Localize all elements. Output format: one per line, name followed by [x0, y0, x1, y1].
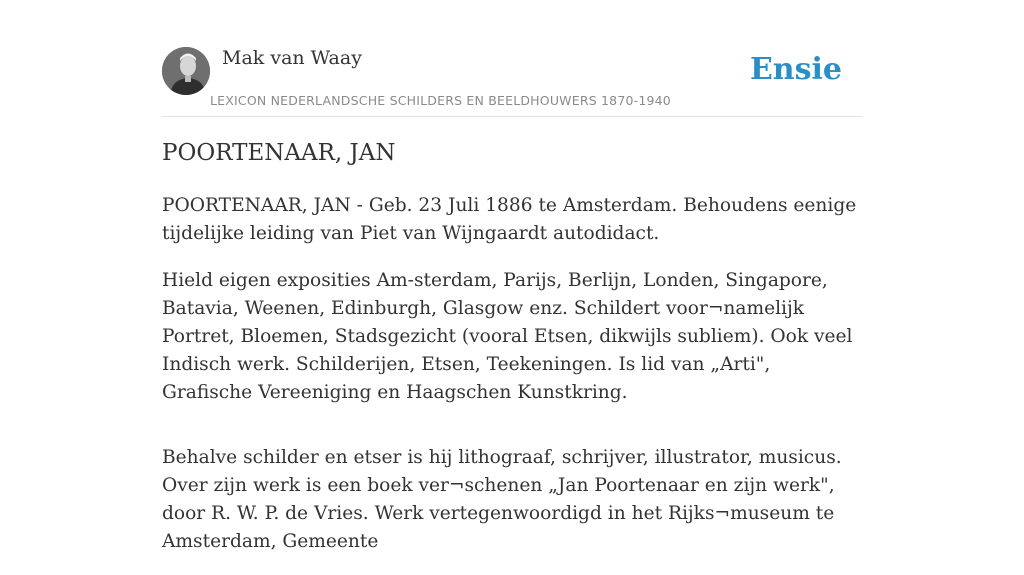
portrait-icon	[162, 47, 210, 95]
paragraph: Hield eigen exposities Am-sterdam, Parijs, Berlijn, Londen, Singapore, Batavia, Weenen, Edinburgh, Glasgow enz. Schildert voor¬namelijk Portret, Bloemen, Stadsgezicht (vooral Etsen, dikwijls subliem). Ook veel Indisch werk. Schilderijen, Etsen, Teekeningen. Is lid van „Arti", Grafische Vereeniging en Haagschen Kunstkring.	[162, 270, 853, 403]
brand-logo[interactable]: Ensie	[749, 52, 842, 87]
paragraph: Behalve schilder en etser is hij lithograaf, schrijver, illustrator, musicus. Over zijn werk is een boek ver¬schenen „Jan Poortenaar en zijn werk", door R. W. P. de Vries. Werk vertegenwoordigd in het Rijks¬museum te Amsterdam, Gemeente	[162, 447, 842, 552]
source-title[interactable]: LEXICON NEDERLANDSCHE SCHILDERS EN BEELDHOUWERS 1870-1940	[210, 93, 671, 108]
paragraph: POORTENAAR, JAN - Geb. 23 Juli 1886 te Amsterdam. Behoudens eenige tijdelijke leiding van Piet van Wijngaardt autodidact.	[162, 195, 857, 244]
article-body	[162, 192, 864, 575]
author-name[interactable]: Mak van Waay	[222, 47, 362, 69]
author-avatar[interactable]	[162, 47, 210, 95]
article-title: POORTENAAR, JAN	[162, 140, 396, 166]
header	[162, 46, 862, 117]
